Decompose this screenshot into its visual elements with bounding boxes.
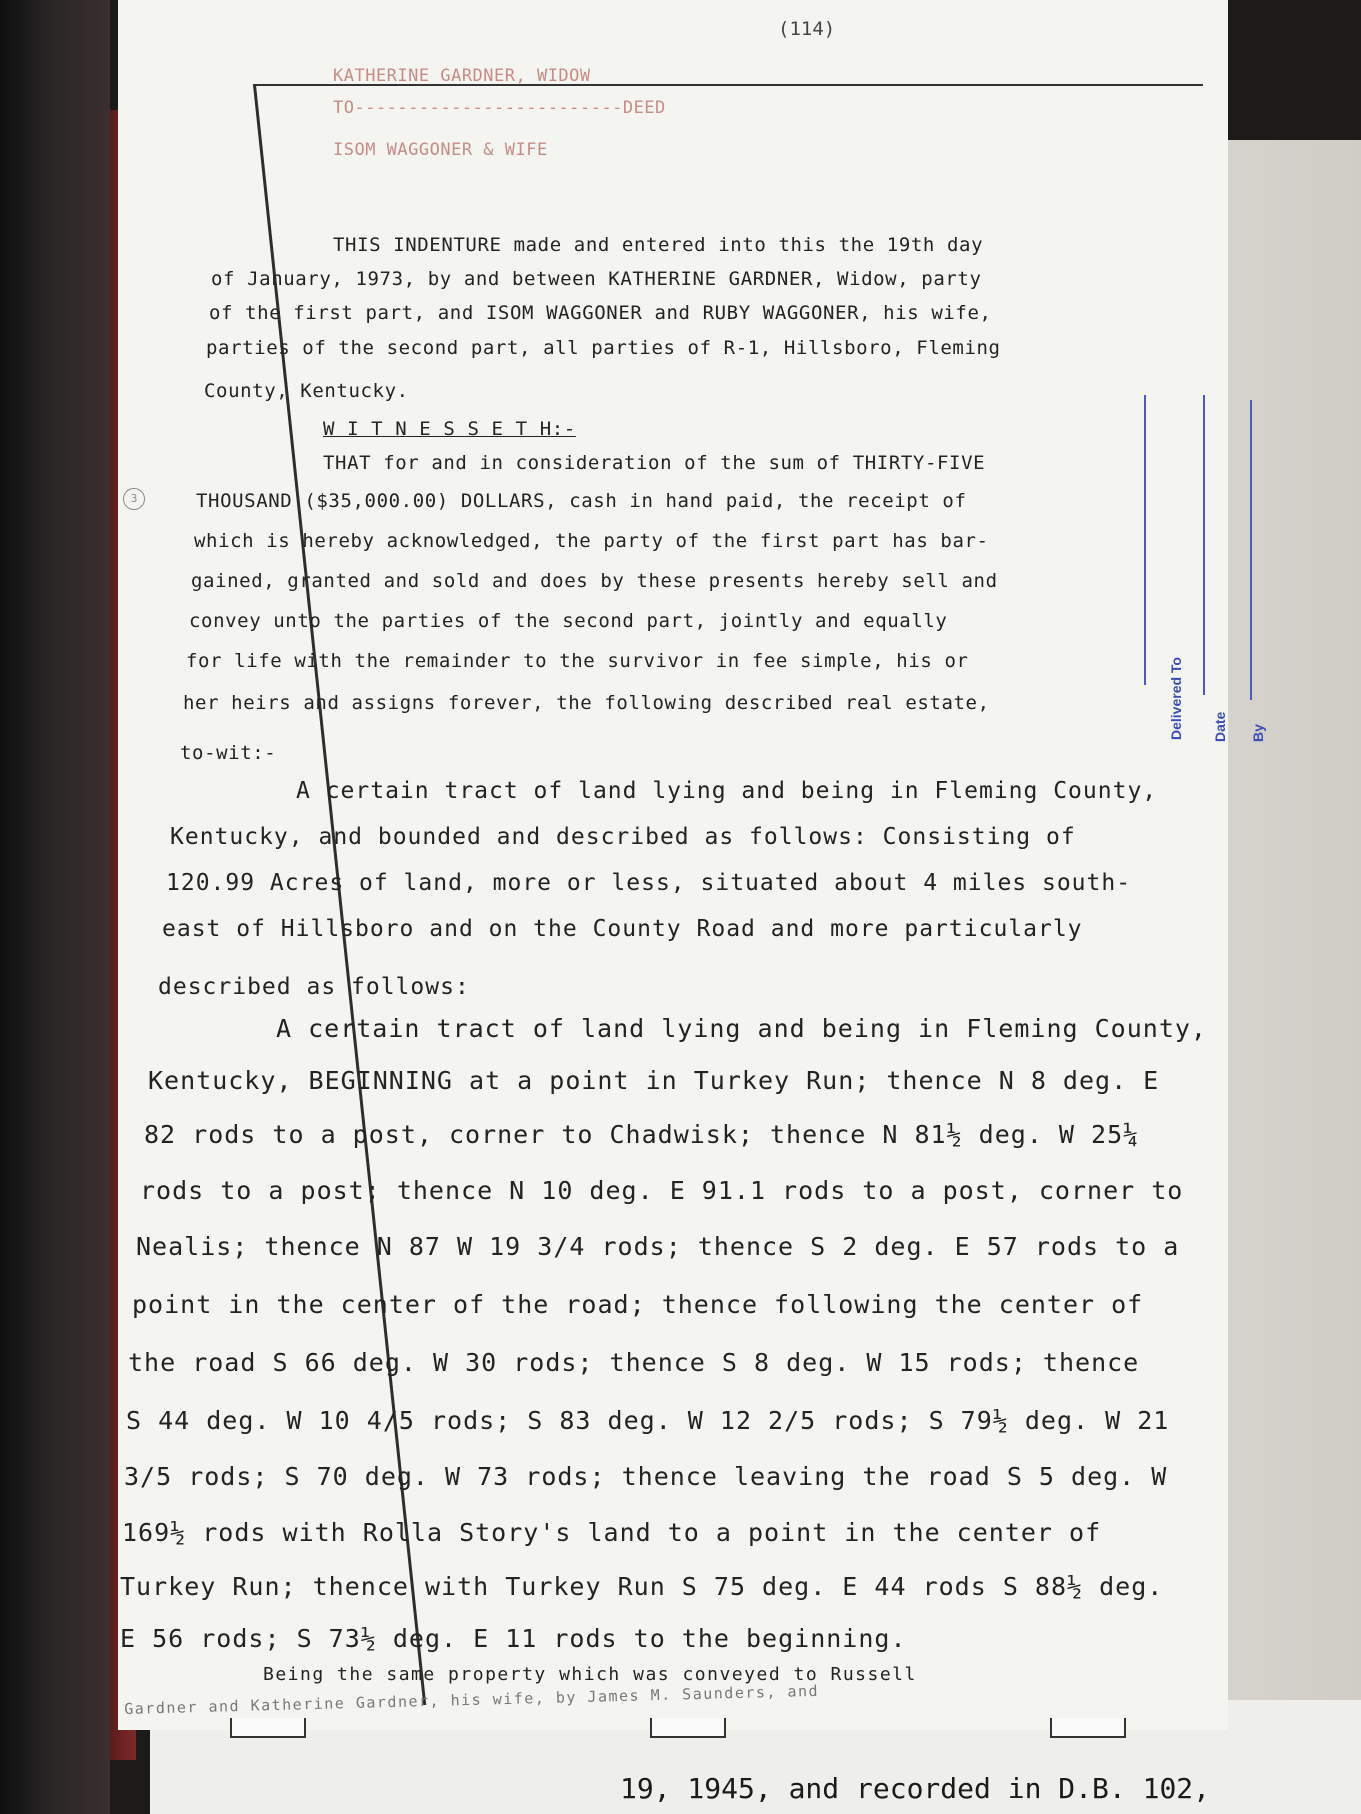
stamp-date: Date xyxy=(1212,711,1228,742)
body-line: County, Kentucky. xyxy=(204,380,409,402)
stamp-line-delivered xyxy=(1144,395,1146,685)
body-line: E 56 rods; S 73½ deg. E 11 rods to the beginning. xyxy=(120,1624,907,1653)
body-line: her heirs and assigns forever, the following described real estate, xyxy=(183,692,990,714)
binder-cover-left xyxy=(0,0,110,1814)
binder-ring xyxy=(1050,1718,1126,1738)
body-line: for life with the remainder to the survivor in fee simple, his or xyxy=(186,650,969,672)
body-line: 120.99 Acres of land, more or less, situated about 4 miles south- xyxy=(166,870,1132,896)
rubric-to-deed: TO-------------------------DEED xyxy=(333,98,666,118)
page-number: (114) xyxy=(778,18,836,40)
stamp-delivered-to: Delivered To xyxy=(1168,657,1184,740)
body-line: gained, granted and sold and does by these presents hereby sell and xyxy=(191,570,998,592)
body-line: the road S 66 deg. W 30 rods; thence S 8 deg. W 15 rods; thence xyxy=(128,1348,1140,1377)
rubric-grantee: ISOM WAGGONER & WIFE xyxy=(333,140,548,160)
body-line-cutoff: Gardner and Katherine Gardner, his wife, by James M. Saunders, and xyxy=(124,1681,820,1718)
body-line: point in the center of the road; thence following the center of xyxy=(132,1290,1144,1319)
body-line: convey unto the parties of the second part, jointly and equally xyxy=(189,610,948,632)
body-line: THOUSAND ($35,000.00) DOLLARS, cash in hand paid, the receipt of xyxy=(196,490,967,512)
rubric-grantor: KATHERINE GARDNER, WIDOW xyxy=(333,66,591,86)
deed-page xyxy=(118,0,1228,1730)
next-page-text: 19, 1945, and recorded in D.B. 102, xyxy=(620,1772,1211,1805)
body-line: east of Hillsboro and on the County Road and more particularly xyxy=(162,916,1083,942)
body-line: parties of the second part, all parties of R-1, Hillsboro, Fleming xyxy=(206,337,1001,359)
stamp-line-by xyxy=(1250,400,1252,700)
body-line: of January, 1973, by and between KATHERINE GARDNER, Widow, party xyxy=(211,268,982,290)
body-line: THAT for and in consideration of the sum of THIRTY-FIVE xyxy=(323,452,986,474)
body-line: Kentucky, BEGINNING at a point in Turkey Run; thence N 8 deg. E xyxy=(148,1066,1160,1095)
body-line: A certain tract of land lying and being in Fleming County, xyxy=(276,1014,1207,1043)
body-line: described as follows: xyxy=(158,974,470,1000)
body-line: to-wit:- xyxy=(180,742,277,764)
binder-ring xyxy=(230,1718,306,1738)
body-line: A certain tract of land lying and being in Fleming County, xyxy=(296,778,1158,804)
body-line: 3/5 rods; S 70 deg. W 73 rods; thence leaving the road S 5 deg. W xyxy=(124,1462,1168,1491)
body-line: 82 rods to a post, corner to Chadwisk; thence N 81½ deg. W 25¼ xyxy=(144,1120,1140,1149)
body-line: rods to a post; thence N 10 deg. E 91.1 rods to a post, corner to xyxy=(140,1176,1184,1205)
body-line: S 44 deg. W 10 4/5 rods; S 83 deg. W 12 2/5 rods; S 79½ deg. W 21 xyxy=(126,1406,1170,1435)
body-line: Being the same property which was conveyed to Russell xyxy=(263,1664,917,1685)
body-line: of the first part, and ISOM WAGGONER and RUBY WAGGONER, his wife, xyxy=(209,302,992,324)
witnesseth-heading: W I T N E S S E T H:- xyxy=(323,418,576,440)
body-line: 169½ rods with Rolla Story's land to a point in the center of xyxy=(122,1518,1102,1547)
stamp-line-date xyxy=(1203,395,1205,695)
binder-ring xyxy=(650,1718,726,1738)
body-line: Turkey Run; thence with Turkey Run S 75 deg. E 44 rods S 88½ deg. xyxy=(120,1572,1164,1601)
body-line: THIS INDENTURE made and entered into this the 19th day xyxy=(333,234,984,256)
body-line: Nealis; thence N 87 W 19 3/4 rods; thence S 2 deg. E 57 rods to a xyxy=(136,1232,1180,1261)
body-line: which is hereby acknowledged, the party of the first part has bar- xyxy=(194,530,989,552)
margin-mark: 3 xyxy=(123,488,145,510)
body-line: Kentucky, and bounded and described as follows: Consisting of xyxy=(170,824,1076,850)
stamp-by: By xyxy=(1250,724,1266,742)
